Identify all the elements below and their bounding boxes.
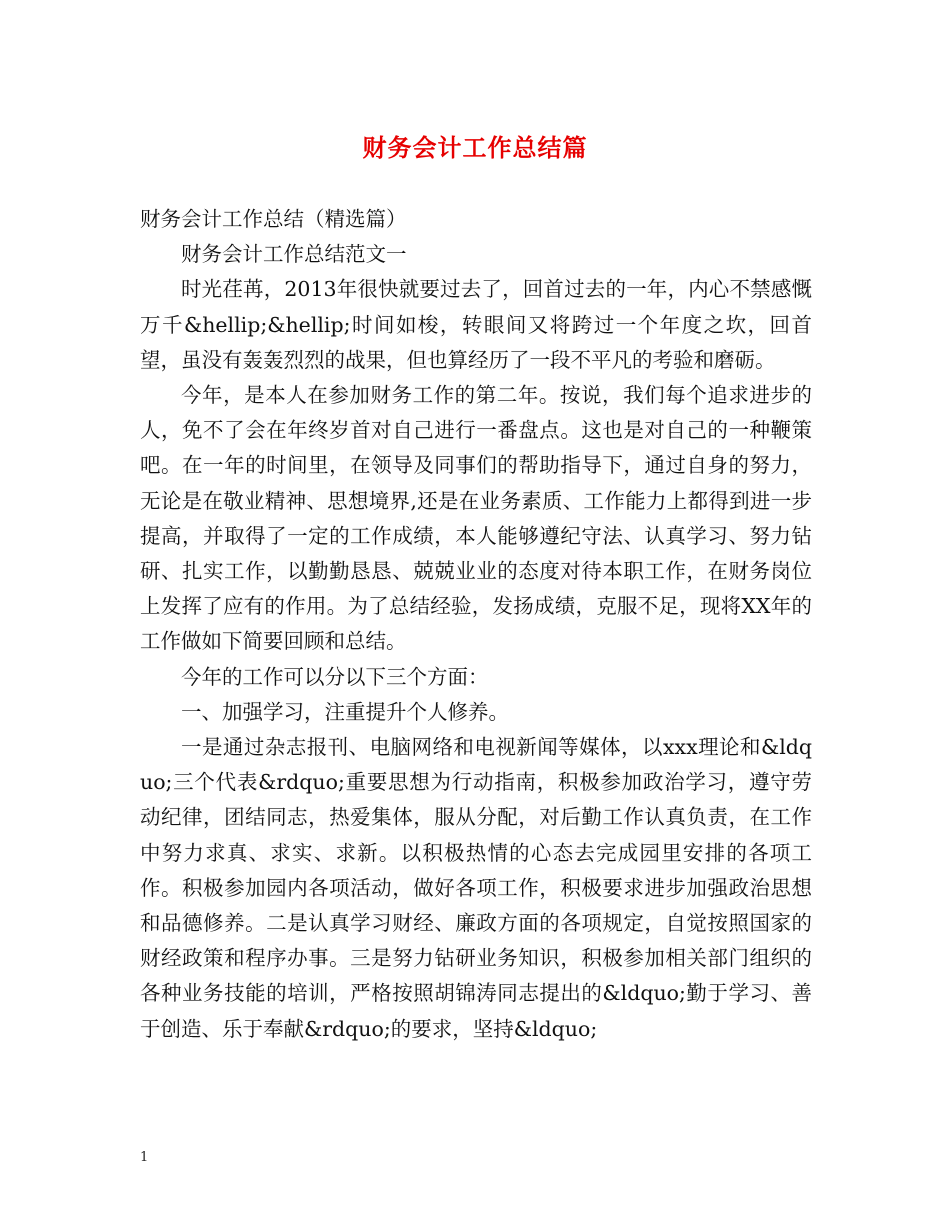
document-body [140, 202, 812, 1047]
paragraph: 今年的工作可以分以下三个方面： [181, 664, 489, 689]
page-number: 1 [140, 1150, 149, 1165]
paragraph: 财务会计工作总结范文一 [181, 242, 407, 267]
paragraph: 今年，是本人在参加财务工作的第二年。按说，我们每个追求进步的人，免不了会在年终岁首对自己进行一番盘点。这也是对自己的一种鞭策吧。在一年的时间里，在领导及同事们的帮助指导下，通过自身的努力，无论是在敬业精神、思想境界,还是在业务素质、工作能力上都得到进一步提高，并取得了一定的工作成绩，本人能够遵纪守法、认真学习、努力钻研、扎实工作，以勤勤恳恳、兢兢业业的态度对待本职工作，在财务岗位上发挥了应有的作用。为了总结经验，发扬成绩，克服不足，现将XX年的工作做如下简要回顾和总结。 [140, 383, 812, 654]
document-subtitle: 财务会计工作总结（精选篇） [140, 207, 407, 231]
section-heading: 一、加强学习，注重提升个人修养。 [181, 699, 509, 724]
document-title: 财务会计工作总结篇 [362, 133, 588, 162]
paragraph: 时光荏苒，2013年很快就要过去了，回首过去的一年，内心不禁感慨万千&hellip;&hellip;时间如梭，转眼间又将跨过一个年度之坎，回首望，虽没有轰轰烈烈的战果，但也算经历了一段不平凡的考验和磨砺。 [140, 277, 812, 372]
paragraph: 一是通过杂志报刊、电脑网络和电视新闻等媒体，以xxx理论和&ldquo;三个代表&rdquo;重要思想为行动指南，积极参加政治学习，遵守劳动纪律，团结同志，热爱集体，服从分配，对后勤工作认真负责，在工作中努力求真、求实、求新。以积极热情的心态去完成园里安排的各项工作。积极参加园内各项活动，做好各项工作，积极要求进步加强政治思想和品德修养。二是认真学习财经、廉政方面的各项规定，自觉按照国家的财经政策和程序办事。三是努力钻研业务知识，积极参加相关部门组织的各种业务技能的培训，严格按照胡锦涛同志提出的&ldquo;勤于学习、善于创造、乐于奉献&rdquo;的要求，坚持&ldquo; [140, 735, 812, 1041]
